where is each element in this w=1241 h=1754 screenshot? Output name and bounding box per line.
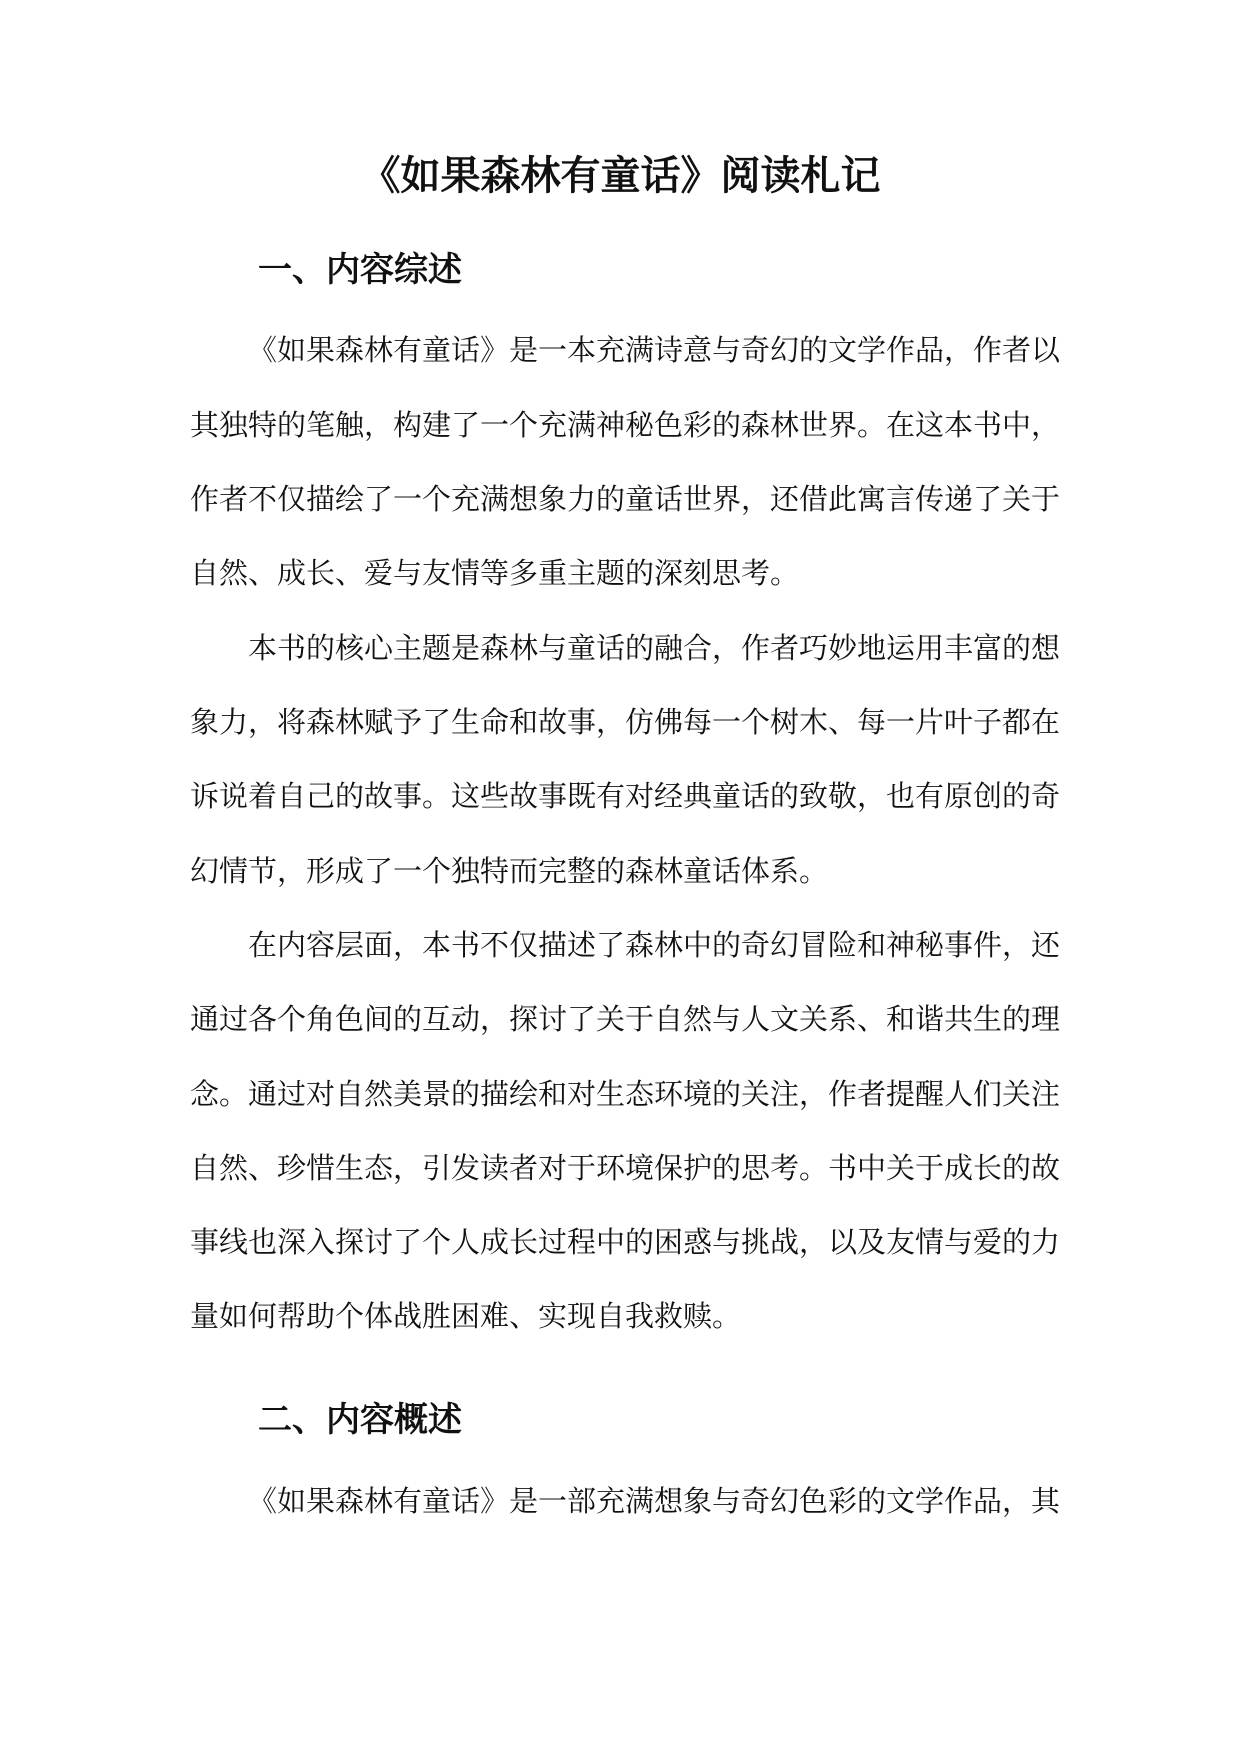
paragraph-line: 《如果森林有童话》是一本充满诗意与奇幻的文学作品，作者以 bbox=[248, 333, 1061, 367]
paragraph-line: 通过各个角色间的互动，探讨了关于自然与人文关系、和谐共生的理 bbox=[190, 1002, 1061, 1036]
paragraph-line: 自然、珍惜生态，引发读者对于环境保护的思考。书中关于成长的故 bbox=[190, 1151, 1061, 1185]
paragraph-line: 本书的核心主题是森林与童话的融合，作者巧妙地运用丰富的想 bbox=[248, 631, 1061, 665]
section-heading-2: 二、内容概述 bbox=[258, 1400, 462, 1440]
paragraph-line: 诉说着自己的故事。这些故事既有对经典童话的致敬，也有原创的奇 bbox=[190, 779, 1061, 813]
paragraph-line: 象力，将森林赋予了生命和故事，仿佛每一个树木、每一片叶子都在 bbox=[190, 705, 1061, 739]
paragraph-line: 作者不仅描绘了一个充满想象力的童话世界，还借此寓言传递了关于 bbox=[190, 482, 1061, 516]
paragraph-line: 其独特的笔触，构建了一个充满神秘色彩的森林世界。在这本书中， bbox=[190, 408, 1061, 442]
paragraph-line: 《如果森林有童话》是一部充满想象与奇幻色彩的文学作品，其 bbox=[248, 1484, 1061, 1518]
paragraph-line: 在内容层面，本书不仅描述了森林中的奇幻冒险和神秘事件，还 bbox=[248, 928, 1061, 962]
section-heading-1: 一、内容综述 bbox=[258, 250, 462, 290]
paragraph-line: 幻情节，形成了一个独特而完整的森林童话体系。 bbox=[190, 854, 829, 888]
paragraph-line: 念。通过对自然美景的描绘和对生态环境的关注，作者提醒人们关注 bbox=[190, 1077, 1061, 1111]
document-title: 《如果森林有童话》阅读札记 bbox=[360, 152, 881, 199]
paragraph-line: 量如何帮助个体战胜困难、实现自我救赎。 bbox=[190, 1299, 742, 1333]
paragraph-line: 自然、成长、爱与友情等多重主题的深刻思考。 bbox=[190, 556, 800, 590]
paragraph-line: 事线也深入探讨了个人成长过程中的困惑与挑战，以及友情与爱的力 bbox=[190, 1225, 1061, 1259]
